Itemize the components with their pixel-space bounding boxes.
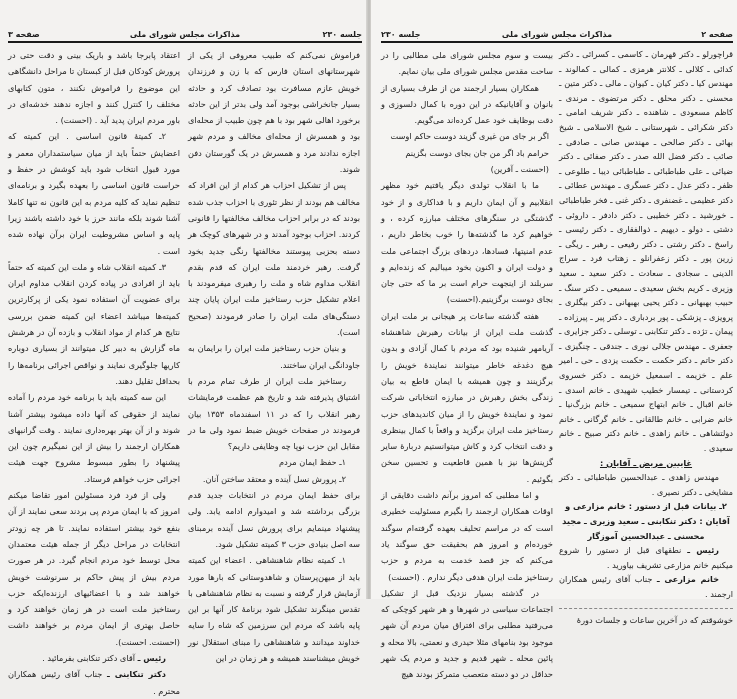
paragraph-text: ولی از فرد فرد مسئولین امور تقاضا میکنم امروز که با ایمان مردم پی بردند سعی نمایند از آن بنفع خود بیشتر استفاده نمایند. تا هر چه زودتر انتخابات در مراحل دیگر از جمله هیئت معتمدان محل توسط خود مردم انجام گیرد. در هر صورت مردم بیش از پیش حاکم بر سرنوشت خویش خواهند شد و با اعضائیهای ارزنده‌ایکه حزب رستاخیز ملت است در هر زمان خواهند کرد و حاصل بهتری از ایمان مردم بر خواهند داشت (احسنت. احسنت).	[8, 490, 180, 647]
paragraph	[559, 572, 733, 601]
paragraph	[188, 487, 360, 552]
section-heading	[559, 499, 733, 543]
paragraph-text: قراچورلو ـ دکتر قهرمان ـ کاسمی ـ کسرائی ـ دکتر کدائی ـ کلالی ـ کلانتر هرمزی ـ کمالی ـ کمالوند ـ مهندس کیا ـ دکتر کیان ـ کیوان ـ مالی ـ دکتر متین ـ محسنی ـ دکتر محلق ـ دکتر مرتضوی ـ مرندی ـ کاظم مسعودی ـ شاهنده ـ دکتر شریف امامی ـ دکتر شکرائی ـ شهرستانی ـ شیخ الاسلامی ـ شیخ بهائی ـ دکتر صالحی ـ مهندس صانی ـ صادقی ـ صائب ـ دکتر فضل الله صدر ـ دکتر صفائی ـ دکتر ضیائی ـ علی طباطبائی ـ طباطبائی دیبا ـ طلوعی ـ ظفر ـ دکتر عدل ـ دکتر عسگری ـ مهندس عطائی ـ دکتر عظیمی ـ غضنفری ـ دکتر غنی ـ فخر طباطبائی ـ خورشید ـ دکتر خطیبی ـ دکتر دادفر ـ داروئی ـ دشتی ـ دولو ـ دیهیم ـ ذوالفقاری ـ دکتر رئیسی ـ راسخ ـ دکتر رشتی ـ دکتر رفیعی ـ رهبر ـ ریگی ـ زرین پور ـ دکتر زعفرانلو ـ زهتاب فرد ـ سراج الدینی ـ سجادی ـ سعادت ـ دکتر سعید ـ سعید وزیری ـ کریم بخش سعیدی ـ سمیعی ـ دکتر سنگ ـ حبیب بهبهانی ـ دکتر یحیی بهبهانی ـ دکتر بیگلری ـ پرویزی ـ پزشکی ـ پور بردباری ـ دکتر پیر ـ پیرزاده ـ پیمان ـ تژده ـ دکتر تنکابنی ـ توسلی ـ دکتر جزایری ـ جعفری ـ مهندس جلالی نوری ـ جندقی ـ چنگیزی ـ دکتر حاتم ـ دکتر حکمت ـ حکمت یزدی ـ حی ـ امیر علم ـ خزیمه ـ اسمعیل خزیمه ـ دکتر خسروی کردستانی ـ تیمسار خطیب شهیدی ـ خانم اسدی ـ خانم اقبال ـ خانم ابتهاج سمیعی ـ خانم بزرگ‌نیا ـ خانم ضرابی ـ خانم طالقانی ـ خانم گرگانی ـ خانم دولتشاهی ـ خانم زاهدی ـ خانم دکتر صبیح ـ خانم سعیدی .	[559, 49, 733, 454]
paragraph	[381, 80, 553, 129]
paragraph	[381, 177, 553, 307]
paragraph-text: همکاران بسیار ارجمند من از طرف بسیاری از بانوان و آقایانیکه در این دوره با کمال دلسوزی و دقت بوظایف خود عمل کرده‌اند می‌گویم.	[381, 82, 553, 126]
paragraph-text: اعتقاد پابرجا باشد و باریک بینی و دقت حتی در پرورش کودکان قبل از کبستان تا مراحل دانشگاهی این موضوع را فراموش نکنند ، متون کتابهای مختلف را کنترل کنند و اجازه ندهند خدشه‌ای در باور مردم ایران پدید آید . (احسنت) .	[8, 50, 180, 126]
paragraph-text: ۳ـ کمیته انقلاب شاه و ملت این کمیته که حتماً باید از افرادی در پیاده کردن انقلاب مداوم ایران برای عضویت آن استفاده نمود یکی از پرکارترین کمیته‌ها میباشد اعضاء این کمیته ضمن بررسی نتایج هر کدام از مواد انقلاب و بازده آن در هرشش ماه گزارش به دبیر کل میتوانند از بسیاری دوباره کاریها جلوگیری نمایند و نواقص اجرائی برنامه‌ها را بحداقل تقلیل دهند.	[8, 261, 180, 386]
page-header	[8, 29, 362, 43]
paragraph	[188, 177, 360, 340]
paragraph	[381, 47, 553, 80]
paragraph	[188, 471, 360, 487]
paragraph	[188, 552, 360, 666]
paragraph	[8, 487, 180, 650]
paragraph-text: جناب آقای رئیس همکاران محترم .	[8, 669, 180, 696]
page-number: صفحه ۲	[701, 30, 733, 39]
paragraph	[8, 128, 180, 258]
paragraph	[188, 454, 360, 470]
paragraph	[559, 543, 733, 572]
running-title: مذاکرات مجلس شورای ملی	[129, 30, 241, 39]
session-number: جلسه ۲۳۰	[381, 30, 421, 39]
paragraph-text: بیست و سوم مجلس شورای ملی مطالبی را در ساحت مقدس مجلس شورای ملی بیان نمایم.	[381, 50, 553, 77]
paragraph	[188, 373, 360, 454]
paragraph-text: هفته گذشته ساعات پر هیجانی بر ملت ایران گذشت ملت ایران از بیانات رهبرش شاهنشاه آریامهر شنیده بود که مردم با کمال آزادی و بدون هیچ دغدغه خاطر میتوانند نمایندهٔ خویش را برگزینند و چون همیشه با ایمان قاطع به بیان زندگی بخش رهبرش در مبارزه انتخاباتی شرکت نمود و نمایندهٔ خویش را از میان کاندیدهای حزب رستاخیز ملت ایران برگزید و واقعاً با کمال بینظری و دقت انتخاب کرد و کاش میتوانستیم دربارهٔ سایر گزینش‌ها نیز با همین قاطعیت و تحسین سخن بگوئیم .	[381, 310, 553, 484]
paragraph	[188, 47, 360, 177]
paragraph-text: فراموش نمی‌کنم که طبیب معروفی از یکی از شهرستانهای استان فارس که با زن و فرزندان خویش عازم مسافرت بود تصادف کرد و حادثه بسیار جانخراشی بوجود آمد ولی بدتر از این حادثه برخورد اهالی شهر بود با هم چون طبیب از محله‌ای بود و همسرش از محله‌ای مخالف و مردم شهر اجازه ندادند مرد و همسرش در یک گورستان دفن شوند.	[188, 50, 360, 175]
paragraph	[8, 666, 180, 699]
paragraph-text: پس از تشکیل احزاب هر کدام از این افراد که مخالف هم بودند از نظر تئوری با احزاب جذب شده بودند که در برابر احزاب مخالف مخالفتها را قانونی کردند. احزاب بوجود آمدند و در شهرهای کوچک هر دسته بحزبی پیوستند مخالفتها رنگی جدید بخود گرفت. رهبر خردمند ملت ایران که قدم بقدم انقلاب مداوم شاه و ملت را رهبری میفرمودند با اعلام تشکیل حزب رستاخیز ملت ایران پایان چند دستگی‌های ملت ایران را صادر فرمودند (صحیح است).	[188, 180, 360, 338]
text-column-left	[8, 47, 180, 699]
verse-line: اگر بر جای من غیری گزیند دوست حاکم اوست	[390, 131, 549, 142]
paragraph	[8, 259, 180, 389]
paragraph	[8, 47, 180, 128]
paragraph-text: نطقهای قبل از دستور را شروع میکنیم خانم مزارعی تشریف بیاورید .	[559, 545, 733, 570]
paragraph-text: مهندس زاهدی ـ عبدالحسین طباطبائی ـ دکتر مشایخی ـ دکتر نصیری .	[559, 472, 733, 497]
heading-text: غایبین مریض ـ آقایان :	[599, 457, 693, 468]
paragraph-text: و بنیان حزب رستاخیز ملت ایران را برایمان به جاودانگی ایران ساختند.	[188, 343, 360, 370]
paragraph-text: برای حفظ ایمان مردم در انتخابات جدید قدم بزرگی برداشته شد و امیدوارم ادامه یابد. ولی پیشنهاد مینمایم برای پرورش نسل آینده برمبنای سه اصل بنیادی حزب ۳ کمیته تشکیل شود.	[188, 490, 360, 549]
paragraph-text: و اما مطلبی که امروز برآنم داشت دقایقی از اوقات همکاران ارجمند را بگیرم مسئولیت خطیری است که در مراسم تحلیف بعهده گرفته‌ام سوگند خورده‌ام و امروز هم بحقیقت حق سوگند یاد می‌کنم که جز قصد خدمت به مردم و حزب رستاخیز ملت ایران هدفی دیگر ندارم . (احسنت)	[381, 490, 553, 582]
paragraph-text: ۲ـ کمیتهٔ قانون اساسی . این کمیته که اعضایش حتماً باید از میان سیاستمداران معمر و مورد قبول انتخاب شود باید کوشش در حفظ و حراست قانون اساسی را بعهده بگیرد و برنامه‌ای تنظیم نماید که کلیه مردم به این قانون نه تنها کاملا آشنا شوند بلکه مانند حرز با خود داشته باشند زیرا پایه و اساس مشروطیت ایران برآن نهاده شده است .	[8, 131, 180, 256]
paragraph-text: این سه کمیته باید با برنامه خود مردم را آماده نمایند از حقوقی که آنها داده میشود بیشتر آشنا شوند و از آن بهتر بهره‌داری نمایند . وقت گرانبهای همکاران ارجمند را بیش از این نمیگیرم چون این پیشنهاد را بطور مبسوط مشروح جهت هیئت اجرائی حزب خواهم فرستاد.	[8, 392, 180, 484]
paragraph-text: ۲ـ پرورش نسل آینده و معتقد ساختن آنان.	[202, 473, 346, 484]
heading-text: ۲ـ بیانات قبل از دستور : خانم مزارعی و آقایان : دکتر تنکابنی ـ سعید وزیری ـ مجید محسنی ـ عبدالحسین آموزگار	[562, 501, 730, 541]
paragraph-text: جناب آقای رئیس همکاران ارجمند .	[559, 574, 733, 599]
right-page	[371, 0, 737, 680]
paragraph	[8, 650, 180, 666]
text-column-right	[559, 47, 733, 627]
speaker-name: رئیس ـ	[137, 652, 166, 663]
paragraph-text: رستاخیز ملت ایران از طرف تمام مردم با اشتیاق پذیرفته شد و تاریخ هم عظمت فرمایشات رهبر انقلاب را که در ۱۱ اسفندماه ۱۳۵۳ بیان فرمودند در صفحات خویش ضبط نمود ولی ما در مقابل این حزب نوپا چه وظایفی داریم؟	[188, 375, 361, 452]
paragraph	[188, 340, 360, 373]
section-heading	[559, 456, 733, 471]
paragraph	[559, 470, 733, 499]
paragraph-text: آقای دکتر تنکابنی بفرمائید .	[42, 652, 136, 663]
left-page	[0, 0, 368, 696]
paragraph-text: ۱ـ حفظ ایمان مردم	[279, 457, 346, 468]
speaker-name: رئیس ـ	[687, 545, 719, 556]
paragraph	[381, 308, 553, 487]
paragraph	[8, 389, 180, 487]
page-number: صفحه ۳	[8, 30, 40, 39]
divider-rule	[559, 608, 733, 609]
paragraph-text: ۱ـ کمیته نظام شاهنشاهی . اعضاء این کمیته باید از میهن‌پرستان و شاهدوستانی که بارها مورد آزمایش قرار گرفته و نسبت به نظام شاهنشاهی با تقدس مینگرند تشکیل شود برنامهٔ کار آنها بر این پایه باشد که مردم این سرزمین که شاه را سایه خداوند میدانند و شاهنشاهی را مبنای استقلال نور خویش میشناسند همیشه و هر زمان در این	[188, 555, 360, 663]
text-column-right	[188, 47, 360, 666]
speaker-name: خانم مزارعی ـ	[656, 574, 719, 585]
running-title: مذاکرات مجلس شورای ملی	[501, 30, 613, 39]
text-column-left	[381, 47, 553, 683]
paragraph	[381, 487, 553, 585]
paragraph-text: خوشوقتم که در آخرین ساعات و جلسات دورهٔ	[576, 614, 733, 625]
paragraph	[381, 585, 553, 683]
paragraph	[559, 613, 733, 628]
page-header	[381, 29, 733, 43]
speaker-name: دکتر تنکابنی ـ	[107, 669, 166, 680]
paragraph-text: در گذشته بسیار نزدیک قبل از تشکیل اجتماعات سیاسی در شهرها و هر شهر کوچکی که می‌رفتید مطلبی برای افتراق میان مردم آن شهر موجود بود بنامهای مثلا حیدری و نعمتی، بالا محله و پائین محله ـ شهر قدیم و جدید و مردم یک شهر حداقل در دو دسته متعصب متمرکز بودند هیچ	[381, 587, 553, 680]
paragraph-text: ما با انقلاب تولدی دیگر یافتیم خود مظهر انقلابیم و آن ایمان داریم و با فداکاری و از خود گذشتگی در سنگرهای مختلف مبارزه کرده ، و خواهیم کرد ما گذشته‌ها را خوب بخاطر داریم ، عدم امنیتها، فسادها، دردهای بزرگ اجتماعی ملت و دولت ایران و اکنون بخود میبالیم که زنده‌ایم و سربلند از اینجهت حرام است بر ما که حتی جان بجای دوست برگزینیم.(احسنت)	[381, 180, 553, 305]
session-number: جلسه ۲۳۰	[322, 30, 362, 39]
verse-line: حرامم باد اگر من جان بجای دوست بگزینم	[405, 147, 549, 158]
verse-line: (احسنت ـ آفرین)	[490, 164, 549, 175]
paragraph	[559, 47, 733, 456]
